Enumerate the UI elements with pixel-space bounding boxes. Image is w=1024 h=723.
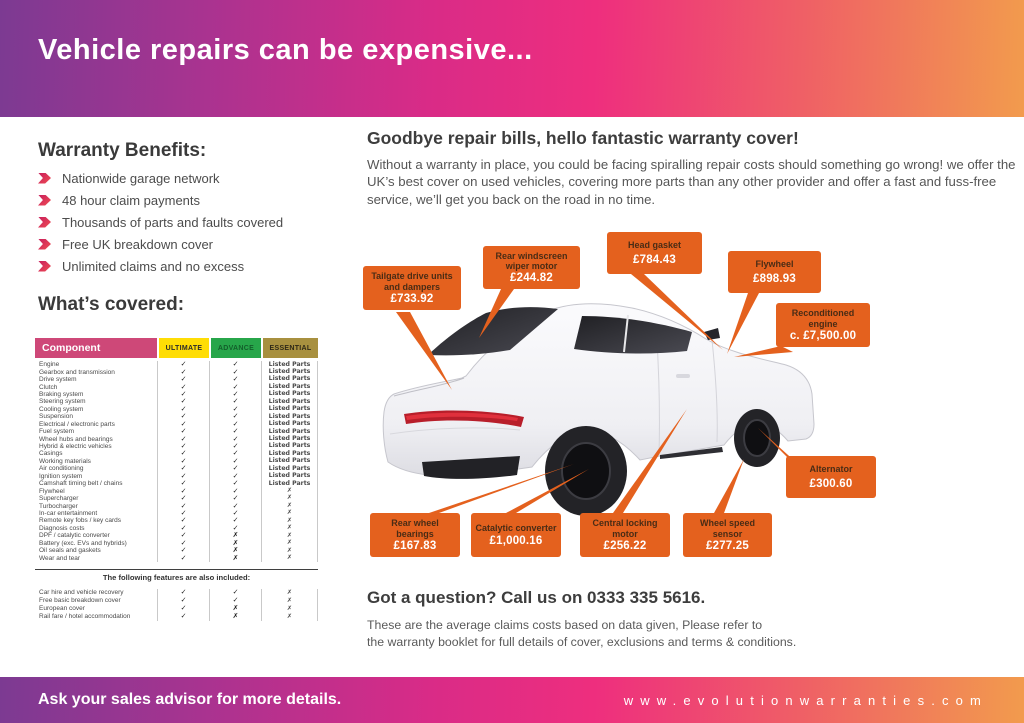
- callout-label: Head gasket: [627, 239, 682, 250]
- essential-cell: Listed Parts: [261, 473, 318, 480]
- essential-cell: Listed Parts: [261, 428, 318, 435]
- component-cell: Diagnosis costs: [39, 524, 85, 532]
- ultimate-cell: ✓: [157, 495, 209, 502]
- table-row: [35, 473, 318, 480]
- ultimate-cell: ✓: [157, 532, 209, 539]
- essential-cell: ✗: [261, 532, 318, 539]
- essential-cell: ✗: [261, 510, 318, 517]
- callout-wheel-speed-sensor: [683, 513, 772, 557]
- arrow-bullet-icon: [38, 261, 51, 272]
- component-cell: Clutch: [39, 383, 58, 391]
- ultimate-cell: ✓: [157, 540, 209, 547]
- advance-cell: ✓: [209, 502, 261, 509]
- component-cell: Air conditioning: [39, 465, 84, 473]
- footer-website: www.evolutionwarranties.com: [623, 693, 988, 708]
- ultimate-cell: ✓: [157, 398, 209, 405]
- table-row: [35, 495, 318, 502]
- header-component: Component: [35, 338, 157, 358]
- callout-label: Tailgate drive units and dampers: [371, 271, 453, 292]
- callout-label: Reconditioned engine: [791, 308, 855, 329]
- essential-cell: ✗: [261, 547, 318, 554]
- essential-cell: Listed Parts: [261, 421, 318, 428]
- callout-price: £256.22: [603, 539, 647, 552]
- ultimate-cell: ✓: [157, 368, 209, 375]
- table-row: [35, 517, 318, 524]
- advance-cell: ✓: [209, 597, 261, 605]
- component-cell: Cooling system: [39, 405, 84, 413]
- advance-cell: ✓: [209, 510, 261, 517]
- benefit-label: Free UK breakdown cover: [62, 236, 214, 252]
- component-cell: Gearbox and transmission: [39, 368, 115, 376]
- ultimate-cell: ✓: [157, 376, 209, 383]
- component-cell: Engine: [39, 361, 60, 369]
- header-band: [0, 0, 1024, 117]
- benefit-item: [38, 167, 283, 189]
- essential-cell: ✗: [261, 502, 318, 509]
- ultimate-cell: ✓: [157, 597, 209, 605]
- callout-price: c. £7,500.00: [789, 329, 857, 342]
- ultimate-cell: ✓: [157, 443, 209, 450]
- table-row: [35, 540, 318, 547]
- car-body: [383, 304, 814, 516]
- essential-cell: ✗: [261, 605, 318, 613]
- essential-cell: Listed Parts: [261, 398, 318, 405]
- ultimate-cell: ✓: [157, 473, 209, 480]
- table-row: [35, 406, 318, 413]
- component-cell: Supercharger: [39, 495, 79, 503]
- ultimate-cell: ✓: [157, 465, 209, 472]
- benefits-list: [38, 167, 283, 277]
- callout-rear-wheel-bearings: [370, 513, 460, 557]
- advance-cell: ✓: [209, 589, 261, 597]
- essential-cell: ✗: [261, 554, 318, 561]
- callout-head-gasket: [607, 232, 702, 274]
- disclaimer: [367, 617, 796, 651]
- ultimate-cell: ✓: [157, 458, 209, 465]
- table-row: [35, 597, 318, 605]
- advance-cell: ✓: [209, 435, 261, 442]
- component-cell: Wear and tear: [39, 554, 81, 562]
- table-row: [35, 547, 318, 554]
- component-cell: Oil seals and gaskets: [39, 547, 101, 555]
- advance-cell: ✓: [209, 495, 261, 502]
- essential-cell: Listed Parts: [261, 465, 318, 472]
- advance-cell: ✓: [209, 458, 261, 465]
- ultimate-cell: ✓: [157, 613, 209, 621]
- header-ultimate: ULTIMATE: [157, 338, 209, 358]
- disclaimer-line2: the warranty booklet for full details of cover, exclusions and terms & conditions.: [367, 634, 797, 649]
- ultimate-cell: ✓: [157, 605, 209, 613]
- table-row: [35, 554, 318, 561]
- table-row: [35, 605, 318, 613]
- whats-covered-title: What’s covered:: [38, 294, 185, 315]
- benefit-label: 48 hour claim payments: [62, 192, 201, 208]
- component-cell: DPF / catalytic converter: [39, 532, 110, 540]
- table-row: [35, 421, 318, 428]
- advance-cell: ✓: [209, 487, 261, 494]
- component-cell: In-car entertainment: [39, 509, 98, 517]
- callout-tailgate: [363, 266, 461, 310]
- essential-cell: ✗: [261, 525, 318, 532]
- advance-cell: ✓: [209, 368, 261, 375]
- component-cell: Electrical / electronic parts: [39, 420, 115, 428]
- advance-cell: ✗: [209, 613, 261, 621]
- ultimate-cell: ✓: [157, 361, 209, 368]
- benefit-item: [38, 189, 283, 211]
- callout-price: £277.25: [706, 539, 749, 552]
- essential-cell: ✗: [261, 517, 318, 524]
- covered-table: [35, 338, 318, 621]
- benefit-label: Unlimited claims and no excess: [62, 258, 245, 274]
- essential-cell: Listed Parts: [261, 376, 318, 383]
- disclaimer-line1: These are the average claims costs based on data given, Please refer to: [367, 618, 763, 632]
- ultimate-cell: ✓: [157, 428, 209, 435]
- essential-cell: ✗: [261, 495, 318, 502]
- essential-cell: Listed Parts: [261, 413, 318, 420]
- essential-cell: Listed Parts: [261, 480, 318, 487]
- callout-label: Central locking motor: [592, 518, 658, 539]
- callout-price: £300.60: [809, 477, 853, 490]
- advance-cell: ✗: [209, 540, 261, 547]
- component-cell: Working materials: [39, 457, 91, 465]
- essential-cell: ✗: [261, 487, 318, 494]
- arrow-bullet-icon: [38, 173, 51, 184]
- advance-cell: ✓: [209, 421, 261, 428]
- essential-cell: Listed Parts: [261, 406, 318, 413]
- component-cell: Wheel hubs and bearings: [39, 435, 113, 443]
- features-title: The following features are also included:: [102, 572, 251, 582]
- advance-cell: ✗: [209, 605, 261, 613]
- callout-price: £244.82: [510, 272, 553, 285]
- arrow-bullet-icon: [38, 239, 51, 250]
- callout-central-locking-motor: [580, 513, 670, 557]
- features-table-body: [35, 586, 318, 621]
- component-cell: Remote key fobs / key cards: [39, 517, 122, 525]
- ultimate-cell: ✓: [157, 480, 209, 487]
- essential-cell: Listed Parts: [261, 391, 318, 398]
- advance-cell: ✓: [209, 383, 261, 390]
- essential-cell: Listed Parts: [261, 458, 318, 465]
- header-advance: ADVANCE: [209, 338, 261, 358]
- ultimate-cell: ✓: [157, 589, 209, 597]
- advance-cell: ✓: [209, 465, 261, 472]
- table-row: [35, 525, 318, 532]
- promo-body: Without a warranty in place, you could be facing spiralling repair costs should something go wrong! we offer the UK’s best cover on used vehicles, covering more parts than any other provider and offer a fast and fuss-free service, we’ll get you back on the road in no time.: [367, 157, 1016, 207]
- callout-price: £167.83: [393, 539, 437, 552]
- callout-flywheel: [728, 251, 821, 293]
- advance-cell: ✗: [209, 532, 261, 539]
- benefit-item: [38, 255, 283, 277]
- table-divider: [35, 569, 318, 570]
- essential-cell: ✗: [261, 613, 318, 621]
- callout-reconditioned-engine: [776, 303, 870, 347]
- callout-label: Flywheel: [755, 258, 794, 269]
- advance-cell: ✗: [209, 547, 261, 554]
- component-cell: Camshaft timing belt / chains: [39, 480, 123, 488]
- advance-cell: ✓: [209, 376, 261, 383]
- component-cell: Hybrid & electric vehicles: [39, 443, 112, 451]
- ultimate-cell: ✓: [157, 413, 209, 420]
- callout-price: £898.93: [753, 273, 796, 286]
- callout-label: Catalytic converter: [475, 523, 557, 534]
- arrow-bullet-icon: [38, 217, 51, 228]
- table-row: [35, 532, 318, 539]
- essential-cell: ✗: [261, 597, 318, 605]
- ultimate-cell: ✓: [157, 435, 209, 442]
- component-cell: Free basic breakdown cover: [39, 597, 121, 605]
- ultimate-cell: ✓: [157, 406, 209, 413]
- component-cell: Fuel system: [39, 428, 75, 436]
- table-row: [35, 510, 318, 517]
- benefits-title: Warranty Benefits:: [38, 140, 207, 161]
- advance-cell: ✓: [209, 517, 261, 524]
- component-cell: Casings: [39, 450, 63, 458]
- covered-table-body: [35, 358, 318, 562]
- callout-label: Rear windscreen wiper motor: [495, 250, 568, 271]
- table-row: [35, 458, 318, 465]
- ultimate-cell: ✓: [157, 554, 209, 561]
- advance-cell: ✓: [209, 480, 261, 487]
- ultimate-cell: ✓: [157, 391, 209, 398]
- footer-message: Ask your sales advisor for more details.: [38, 691, 342, 708]
- benefit-label: Nationwide garage network: [62, 170, 220, 186]
- component-cell: Steering system: [39, 398, 86, 406]
- essential-cell: Listed Parts: [261, 443, 318, 450]
- header-essential: ESSENTIAL: [261, 338, 318, 358]
- component-cell: Drive system: [39, 376, 77, 384]
- essential-cell: Listed Parts: [261, 361, 318, 368]
- essential-cell: Listed Parts: [261, 383, 318, 390]
- essential-cell: ✗: [261, 540, 318, 547]
- essential-cell: Listed Parts: [261, 450, 318, 457]
- ultimate-cell: ✓: [157, 510, 209, 517]
- advance-cell: ✓: [209, 450, 261, 457]
- component-cell: European cover: [39, 605, 85, 613]
- covered-table-header: [35, 338, 318, 358]
- callout-price: £1,000.16: [489, 534, 543, 547]
- callout-label: Rear wheel bearings: [391, 518, 439, 539]
- component-cell: Rail fare / hotel accommodation: [39, 613, 131, 621]
- table-row: [35, 480, 318, 487]
- callout-price: £733.92: [390, 292, 434, 305]
- callout-price: £784.43: [633, 254, 676, 267]
- callout-label: Wheel speed sensor: [699, 518, 755, 539]
- callout-alternator: [786, 456, 876, 498]
- callout-catalytic-converter: [471, 513, 561, 557]
- advance-cell: ✓: [209, 473, 261, 480]
- advance-cell: ✓: [209, 361, 261, 368]
- page-title: Vehicle repairs can be expensive...: [38, 34, 533, 66]
- benefit-item: [38, 211, 283, 233]
- component-cell: Suspension: [39, 413, 73, 421]
- component-cell: Flywheel: [39, 487, 65, 495]
- ultimate-cell: ✓: [157, 547, 209, 554]
- callout-rear-wiper-motor: [483, 246, 580, 289]
- ultimate-cell: ✓: [157, 421, 209, 428]
- advance-cell: ✓: [209, 525, 261, 532]
- benefit-item: [38, 233, 283, 255]
- advance-cell: ✓: [209, 406, 261, 413]
- promo-title: Goodbye repair bills, hello fantastic warranty cover!: [367, 128, 799, 148]
- table-row: [35, 589, 318, 597]
- component-cell: Turbocharger: [39, 502, 78, 510]
- table-row: [35, 502, 318, 509]
- arrow-bullet-icon: [38, 195, 51, 206]
- advance-cell: ✗: [209, 554, 261, 561]
- component-cell: Ignition system: [39, 472, 83, 480]
- essential-cell: Listed Parts: [261, 435, 318, 442]
- ultimate-cell: ✓: [157, 525, 209, 532]
- benefit-label: Thousands of parts and faults covered: [62, 214, 284, 230]
- callout-label: Alternator: [809, 464, 853, 475]
- component-cell: Car hire and vehicle recovery: [39, 589, 124, 597]
- component-cell: Battery (exc. EVs and hybrids): [39, 539, 127, 547]
- ultimate-cell: ✓: [157, 502, 209, 509]
- advance-cell: ✓: [209, 398, 261, 405]
- question-title: Got a question? Call us on 0333 335 5616.: [367, 588, 706, 607]
- ultimate-cell: ✓: [157, 517, 209, 524]
- advance-cell: ✓: [209, 391, 261, 398]
- essential-cell: ✗: [261, 589, 318, 597]
- ultimate-cell: ✓: [157, 450, 209, 457]
- essential-cell: Listed Parts: [261, 368, 318, 375]
- table-row: [35, 613, 318, 621]
- advance-cell: ✓: [209, 413, 261, 420]
- ultimate-cell: ✓: [157, 383, 209, 390]
- table-row: [35, 487, 318, 494]
- component-cell: Braking system: [39, 390, 84, 398]
- ultimate-cell: ✓: [157, 487, 209, 494]
- advance-cell: ✓: [209, 428, 261, 435]
- advance-cell: ✓: [209, 443, 261, 450]
